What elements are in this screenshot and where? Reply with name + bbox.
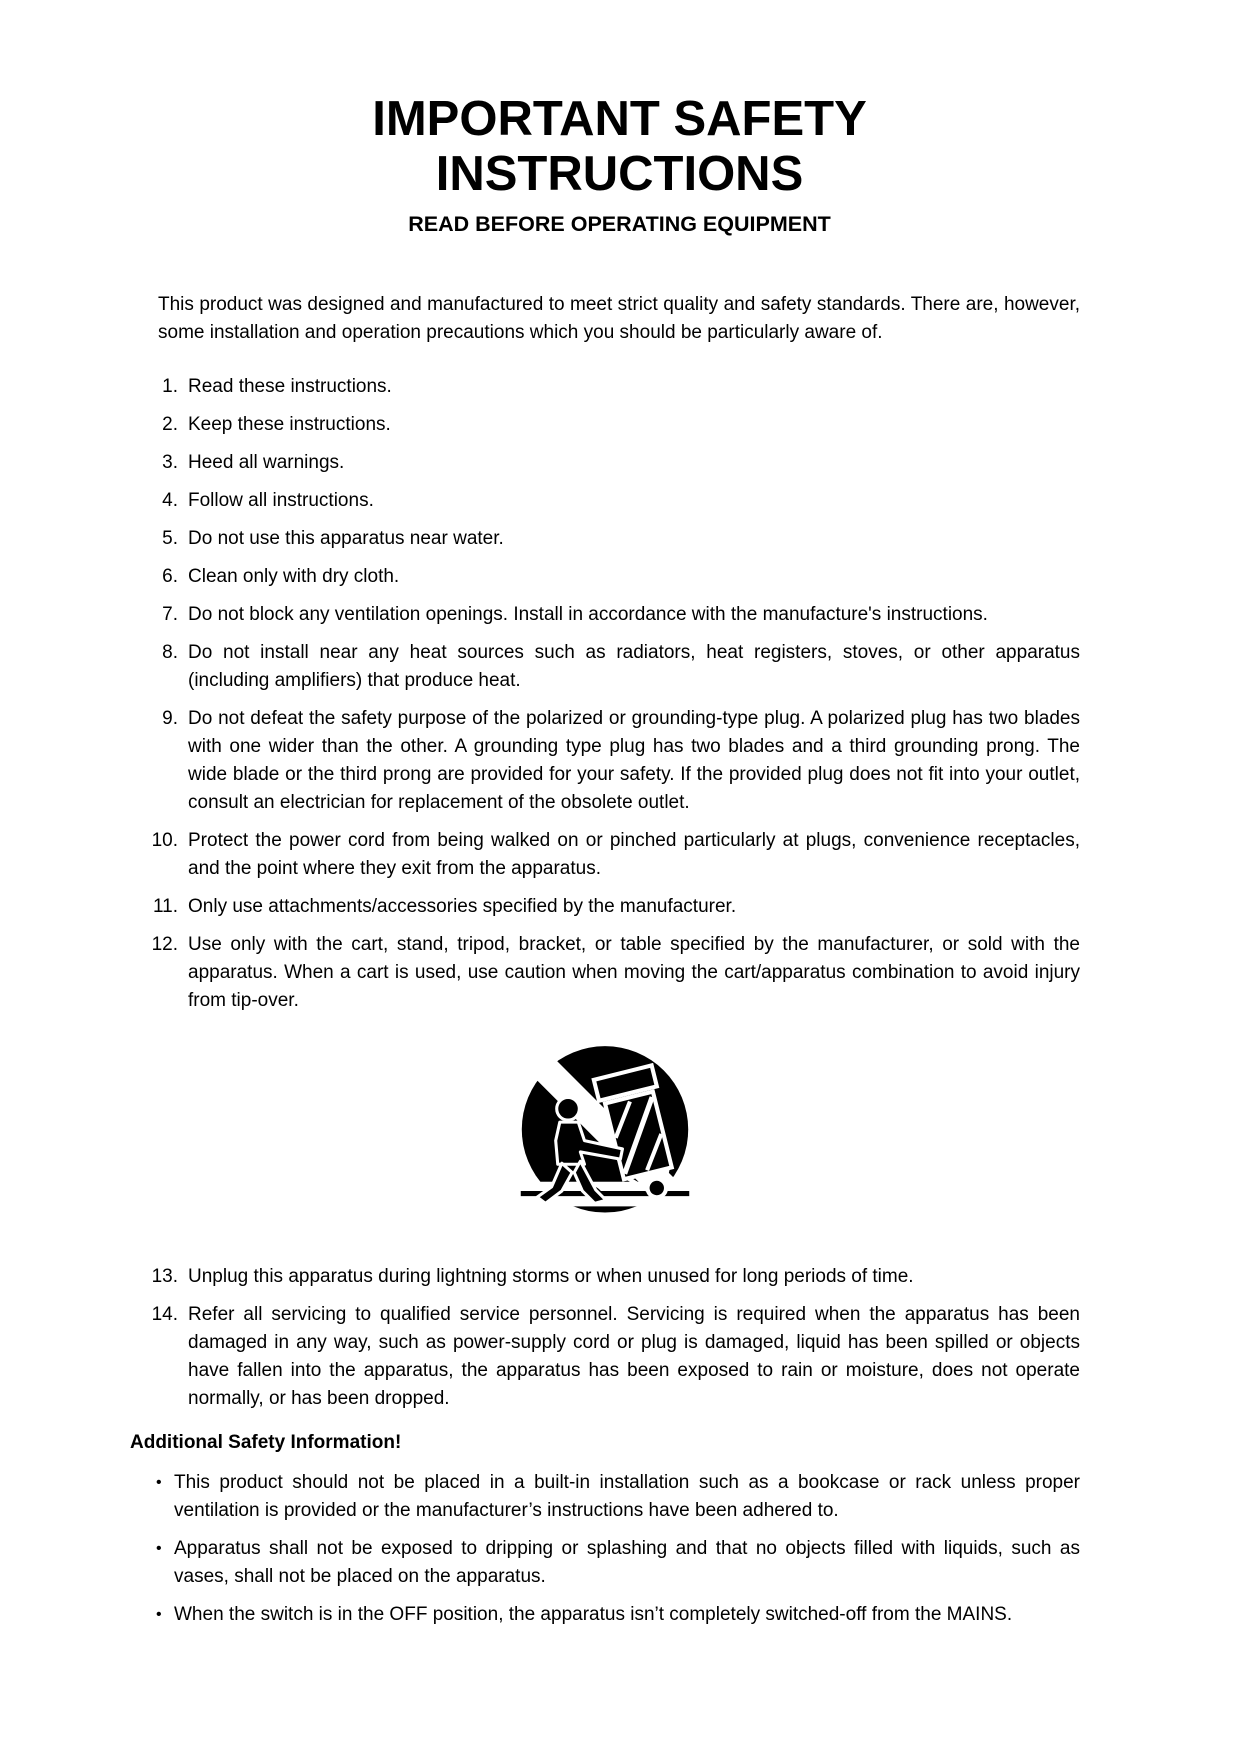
item-number: 13. [151,1266,178,1287]
list-item [130,893,1080,921]
item-text: Follow all instructions. [188,490,374,511]
item-number: 6. [162,566,178,587]
bullet-item [130,1469,1080,1525]
cart-tip-over-warning-icon [492,1043,718,1228]
list-item [130,563,1080,591]
item-text: Do not defeat the safety purpose of the polarized or grounding-type plug. A polarized plug has two blades with one wider than the other. A grounding type plug has two blades and a third grounding prong. The wide blade or the third prong are provided for your safety. If the provided plug does not fit into your outlet, consult an electrician for replacement of the obsolete outlet. [188,708,1080,813]
list-item [130,449,1080,477]
item-number: 5. [162,528,178,549]
safety-numbered-list [130,373,1080,1015]
cart-warning-figure [130,1043,1080,1237]
page-title-line1: IMPORTANT SAFETY [372,92,867,146]
item-number: 1. [162,376,178,397]
item-text: Clean only with dry cloth. [188,566,400,587]
additional-safety-list [130,1469,1080,1629]
item-number: 3. [162,452,178,473]
item-number: 14. [151,1304,178,1325]
bullet-item [130,1601,1080,1629]
item-number: 7. [162,604,178,625]
list-item [130,705,1080,817]
page-title-line2: INSTRUCTIONS [435,147,804,201]
list-item [130,931,1080,1015]
item-text: Keep these instructions. [188,414,391,435]
page-title [0,0,1239,202]
list-item [130,601,1080,629]
item-number: 9. [162,708,178,729]
item-text: Use only with the cart, stand, tripod, bracket, or table specified by the manufacturer, or sold with the apparatus. When a cart is used, use caution when moving the cart/apparatus combination to avoid injury from tip-over. [188,934,1080,1011]
bullet-text: This product should not be placed in a built-in installation such as a bookcase or rack unless proper ventilation is provided or the manufacturer’s instructions have been adhered to. [174,1472,1080,1521]
item-text: Read these instructions. [188,376,392,397]
safety-numbered-list-continued [130,1263,1080,1413]
item-text: Refer all servicing to qualified service personnel. Servicing is required when the apparatus has been damaged in any way, such as power-supply cord or plug is damaged, liquid has been spilled or objects have fallen into the apparatus, the apparatus has been exposed to rain or moisture, does not operate normally, or has been dropped. [188,1304,1080,1409]
item-number: 4. [162,490,178,511]
item-text: Protect the power cord from being walked on or pinched particularly at plugs, convenience receptacles, and the point where they exit from the apparatus. [188,830,1080,879]
list-item [130,487,1080,515]
list-item [130,1263,1080,1291]
intro-paragraph: This product was designed and manufactured to meet strict quality and safety standards. There are, however, some installation and operation precautions which you should be particularly aware of. [158,294,1080,343]
item-text: Unplug this apparatus during lightning storms or when unused for long periods of time. [188,1266,914,1287]
bullet-dot: • [156,1540,162,1557]
item-text: Only use attachments/accessories specified by the manufacturer. [188,896,737,917]
bullet-text: When the switch is in the OFF position, the apparatus isn’t completely switched-off from the MAINS. [174,1604,1013,1625]
bullet-text: Apparatus shall not be exposed to dripping or splashing and that no objects filled with liquids, such as vases, shall not be placed on the apparatus. [174,1538,1080,1587]
item-text: Do not block any ventilation openings. Install in accordance with the manufacture's instructions. [188,604,988,625]
bullet-dot: • [156,1474,162,1491]
list-item [130,639,1080,695]
bullet-dot: • [156,1606,162,1623]
item-text: Heed all warnings. [188,452,345,473]
list-item [130,827,1080,883]
list-item [130,525,1080,553]
document-body [130,291,1080,1629]
page-subtitle: READ BEFORE OPERATING EQUIPMENT [408,212,831,236]
item-number: 12. [151,934,178,955]
list-item [130,373,1080,401]
list-item [130,1301,1080,1413]
bullet-item [130,1535,1080,1591]
item-number: 11. [152,896,178,917]
item-number: 8. [162,642,178,663]
list-item [130,411,1080,439]
item-text: Do not install near any heat sources such as radiators, heat registers, stoves, or other apparatus (including amplifiers) that produce heat. [188,642,1080,691]
item-text: Do not use this apparatus near water. [188,528,504,549]
item-number: 10. [151,830,178,851]
item-number: 2. [162,414,178,435]
additional-safety-heading: Additional Safety Information! [130,1432,402,1453]
